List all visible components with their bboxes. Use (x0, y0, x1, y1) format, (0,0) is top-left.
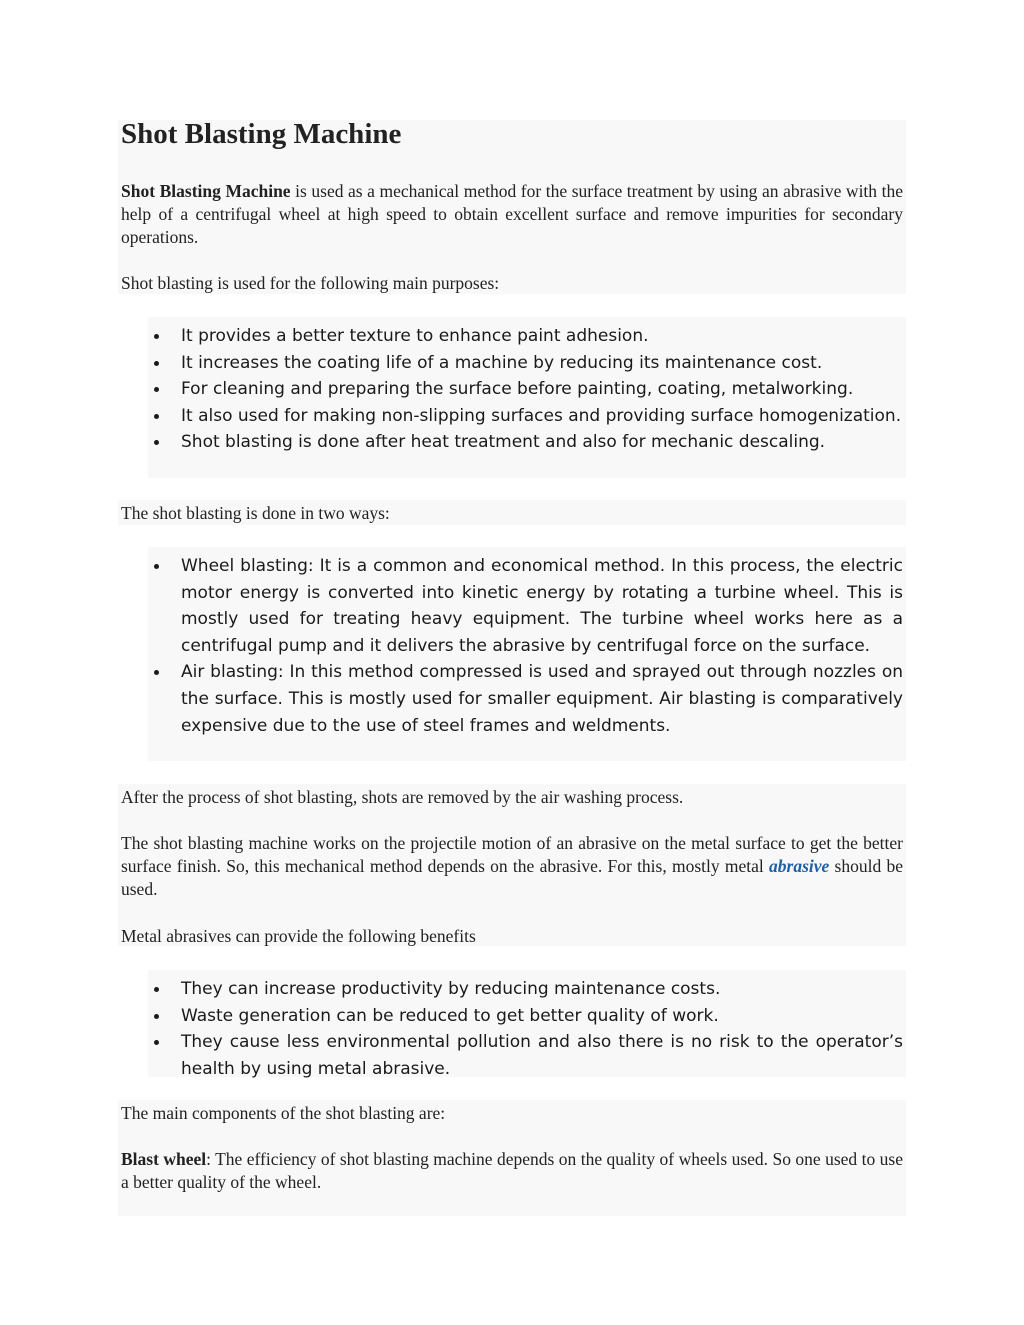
list-item: For cleaning and preparing the surface before painting, coating, metalworking. (181, 376, 903, 403)
list-item: It increases the coating life of a machine by reducing its maintenance cost. (181, 350, 903, 377)
purposes-list (148, 317, 906, 478)
projectile-paragraph (121, 832, 903, 901)
abrasive-link[interactable]: abrasive (769, 856, 830, 876)
components-heading: The main components of the shot blasting are: (121, 1103, 446, 1123)
blast-wheel-paragraph (121, 1148, 903, 1194)
list-item: They can increase productivity by reducing maintenance costs. (181, 976, 903, 1003)
projectile-text-before: The shot blasting machine works on the projectile motion of an abrasive on the metal surface to get the better surface finish. So, this mechanical method depends on the abrasive. For this, mostly metal (121, 833, 903, 876)
after-paragraph: After the process of shot blasting, shots are removed by the air washing process. (121, 787, 684, 807)
list-item: Air blasting: In this method compressed is used and sprayed out through nozzles on the surface. This is mostly used for smaller equipment. Air blasting is comparatively expensive due to the use of steel frames and weldments. (181, 659, 903, 739)
benefits-list (148, 970, 906, 1077)
page-title: Shot Blasting Machine (121, 118, 402, 150)
projectile-text-after: should be used. (121, 856, 903, 899)
list-item: Wheel blasting: It is a common and economical method. In this process, the electric motor energy is converted into kinetic energy by rotating a turbine wheel. This is mostly used for treating heavy equipment. The turbine wheel works here as a centrifugal pump and it delivers the abrasive by centrifugal force on the surface. (181, 553, 903, 659)
intro-text: is used as a mechanical method for the surface treatment by using an abrasive with the help of a centrifugal wheel at high speed to obtain excellent surface and remove impurities for secondary operations. (121, 181, 903, 247)
blast-wheel-term: Blast wheel (121, 1149, 207, 1169)
list-item: It provides a better texture to enhance paint adhesion. (181, 323, 903, 350)
purposes-heading: Shot blasting is used for the following main purposes: (121, 273, 500, 293)
intro-paragraph (121, 180, 903, 249)
list-item: They cause less environmental pollution and also there is no risk to the operator’s health by using metal abrasive. (181, 1029, 903, 1082)
list-item: Waste generation can be reduced to get better quality of work. (181, 1003, 903, 1030)
ways-heading: The shot blasting is done in two ways: (121, 503, 390, 523)
ways-list (148, 547, 906, 761)
intro-bold-term: Shot Blasting Machine (121, 181, 291, 201)
list-item: It also used for making non-slipping surfaces and providing surface homogenization. (181, 403, 903, 430)
list-item: Shot blasting is done after heat treatment and also for mechanic descaling. (181, 429, 903, 456)
benefits-heading: Metal abrasives can provide the following benefits (121, 926, 476, 946)
blast-wheel-text: : The efficiency of shot blasting machine depends on the quality of wheels used. So one used to use a better quality of the wheel. (121, 1149, 903, 1192)
